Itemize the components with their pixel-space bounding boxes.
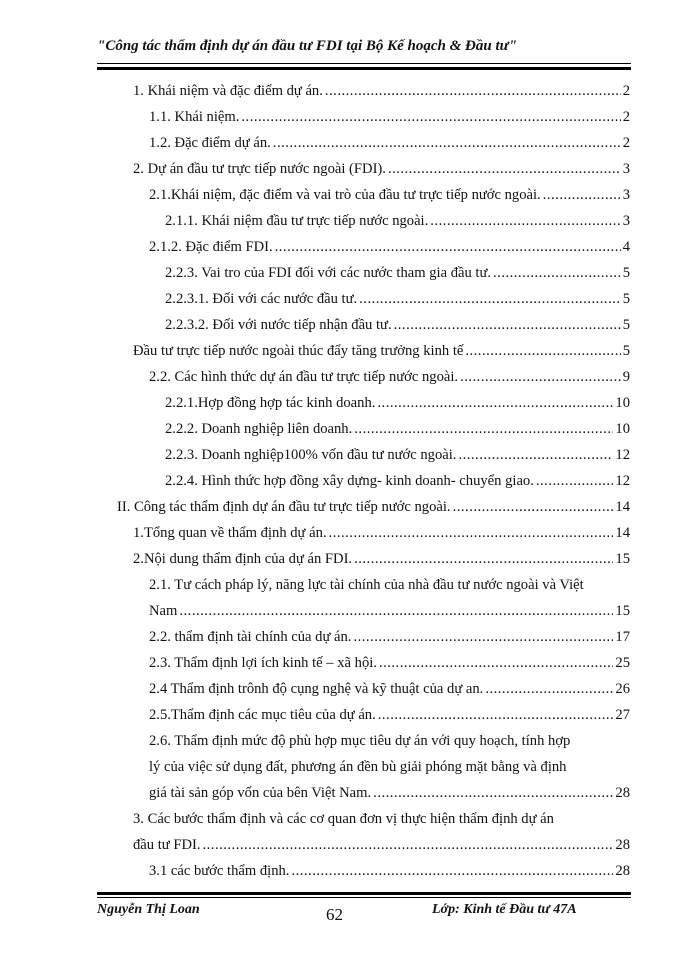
- toc-entry-text: 1. Khái niệm và đặc điểm dự án.: [133, 83, 323, 99]
- toc-entry: [0, 156, 700, 182]
- toc-entry: [0, 338, 700, 364]
- toc-page-number: 5: [622, 265, 630, 281]
- toc-leader-dots: [325, 78, 621, 104]
- toc-entry-text: 2.2.1.Hợp đồng hợp tác kinh doanh.: [165, 395, 376, 411]
- toc-page-number: 27: [615, 707, 630, 723]
- toc-page-number: 10: [615, 421, 630, 437]
- footer-rule-thin: [97, 897, 631, 898]
- toc-entry-text: 1.2. Đặc điểm dự án.: [149, 135, 271, 151]
- toc-entry: [0, 858, 700, 884]
- footer-page-number: 62: [326, 905, 343, 924]
- toc-entry: [0, 468, 700, 494]
- toc-entry: [0, 494, 700, 520]
- toc-entry-text: 2.2. Các hình thức dự án đầu tư trực tiếp nước ngoài.: [149, 369, 459, 385]
- footer-author: Nguyễn Thị Loan: [97, 902, 200, 917]
- toc-entry: [0, 520, 700, 546]
- toc-entry-text: 2.Nội dung thẩm định của dự án FDI.: [133, 551, 353, 567]
- toc-page-number: 12: [615, 473, 630, 489]
- toc-entry-line: [0, 728, 700, 754]
- toc-leader-dots: [493, 260, 621, 286]
- toc-leader-dots: [354, 416, 613, 442]
- toc-leader-dots: [379, 650, 613, 676]
- toc-entry-text: đầu tư FDI.: [133, 837, 201, 853]
- toc-page-number: 5: [622, 343, 630, 359]
- toc-entry-text: 1.Tổng quan về thẩm định dự án.: [133, 525, 327, 541]
- toc-entry: [0, 780, 700, 806]
- toc-entry-text: lý của việc sử dụng đất, phương án đền bù giải phóng mặt bằng và định: [149, 759, 567, 775]
- toc-entry-text: 2.2.2. Doanh nghiệp liên doanh.: [165, 421, 353, 437]
- toc-entry: [0, 286, 700, 312]
- toc-leader-dots: [465, 338, 620, 364]
- toc-entry: [0, 702, 700, 728]
- toc-entry: [0, 364, 700, 390]
- header-title: "Công tác thẩm định dự án đầu tư FDI tại Bộ Kế hoạch & Đầu tư": [97, 38, 517, 54]
- toc-entry-text: 2.2.3. Doanh nghiệp100% vốn đầu tư nước ngoài.: [165, 447, 457, 463]
- toc-page-number: 15: [615, 551, 630, 567]
- toc-page-number: 14: [615, 525, 630, 541]
- toc-page-number: 28: [615, 837, 630, 853]
- toc-entry: [0, 546, 700, 572]
- toc-leader-dots: [388, 156, 621, 182]
- toc-entry: [0, 182, 700, 208]
- toc-entry: [0, 832, 700, 858]
- toc-leader-dots: [203, 832, 614, 858]
- toc-entry: [0, 312, 700, 338]
- toc-leader-dots: [453, 494, 614, 520]
- toc-entry-text: 2.2.3.2. Đối với nước tiếp nhận đầu tư.: [165, 317, 392, 333]
- toc-entry-text: Nam: [149, 603, 178, 619]
- toc-entry-text: II. Công tác thẩm định dự án đầu tư trực tiếp nước ngoài.: [117, 499, 451, 515]
- toc-entry-text: 2.1.Khái niệm, đặc điểm và vai trò của đầu tư trực tiếp nước ngoài.: [149, 187, 541, 203]
- toc-leader-dots: [485, 676, 613, 702]
- toc-entry: [0, 234, 700, 260]
- toc-entry: [0, 650, 700, 676]
- toc-entry-text: 2.1. Tư cách pháp lý, năng lực tài chính của nhà đầu tư nước ngoài và Việt: [149, 577, 584, 593]
- table-of-contents: [0, 78, 700, 884]
- toc-entry-text: 2.2.3.1. Đối với các nước đầu tư.: [165, 291, 358, 307]
- toc-page-number: 5: [622, 317, 630, 333]
- toc-entry-text: 3.1 các bước thẩm định.: [149, 863, 290, 879]
- toc-entry: [0, 260, 700, 286]
- toc-leader-dots: [354, 546, 613, 572]
- toc-entry: [0, 598, 700, 624]
- toc-page-number: 4: [622, 239, 630, 255]
- toc-leader-dots: [241, 104, 620, 130]
- toc-leader-dots: [460, 364, 621, 390]
- toc-entry-text: giá tài sản góp vốn của bên Việt Nam.: [149, 785, 372, 801]
- toc-page-number: 3: [622, 161, 630, 177]
- toc-entry: [0, 78, 700, 104]
- toc-entry-text: 1.1. Khái niệm.: [149, 109, 240, 125]
- toc-entry-text: 2.2. thẩm định tài chính của dự án.: [149, 629, 352, 645]
- header-rule-thick: [97, 67, 631, 70]
- toc-entry-text: 2.1.1. Khái niệm đầu tư trực tiếp nước ngoài.: [165, 213, 429, 229]
- toc-entry: [0, 624, 700, 650]
- toc-entry-text: 2.4 Thẩm định trônh độ cụng nghệ và kỹ thuật của dự an.: [149, 681, 484, 697]
- toc-leader-dots: [329, 520, 614, 546]
- toc-entry: [0, 676, 700, 702]
- toc-entry: [0, 104, 700, 130]
- toc-leader-dots: [543, 182, 621, 208]
- toc-leader-dots: [458, 442, 613, 468]
- toc-page-number: 3: [622, 213, 630, 229]
- toc-page-number: 14: [615, 499, 630, 515]
- toc-entry-text: 2.6. Thẩm định mức độ phù hợp mục tiêu dự án với quy hoạch, tính hợp: [149, 733, 571, 749]
- toc-leader-dots: [273, 130, 621, 156]
- toc-leader-dots: [394, 312, 621, 338]
- toc-entry-line: [0, 754, 700, 780]
- toc-entry-text: 2.3. Thẩm định lợi ích kinh tế – xã hội.: [149, 655, 377, 671]
- toc-entry-text: 2.5.Thẩm định các mục tiêu của dự án.: [149, 707, 376, 723]
- toc-leader-dots: [536, 468, 614, 494]
- toc-entry: [0, 390, 700, 416]
- header-rule-thin: [97, 63, 631, 64]
- toc-leader-dots: [378, 702, 614, 728]
- toc-entry: [0, 416, 700, 442]
- toc-entry: [0, 208, 700, 234]
- toc-entry-text: 2.2.4. Hình thức hợp đồng xây dựng- kinh doanh- chuyển giao.: [165, 473, 534, 489]
- toc-page-number: 9: [622, 369, 630, 385]
- toc-entry: [0, 442, 700, 468]
- toc-leader-dots: [377, 390, 613, 416]
- toc-leader-dots: [275, 234, 621, 260]
- toc-page-number: 5: [622, 291, 630, 307]
- toc-page-number: 2: [622, 135, 630, 151]
- toc-entry-line: [0, 806, 700, 832]
- toc-page-number: 26: [615, 681, 630, 697]
- footer-class-label: Lớp: Kinh tế Đầu tư 47A: [432, 902, 577, 917]
- toc-entry-text: 3. Các bước thẩm định và các cơ quan đơn vị thực hiện thẩm định dự án: [133, 811, 554, 827]
- toc-page-number: 28: [615, 785, 630, 801]
- toc-leader-dots: [179, 598, 613, 624]
- toc-entry-line: [0, 572, 700, 598]
- toc-page-number: 15: [615, 603, 630, 619]
- toc-entry-text: 2.2.3. Vai tro của FDI đối với các nước tham gia đầu tư.: [165, 265, 492, 281]
- toc-entry-text: Đầu tư trực tiếp nước ngoài thúc đẩy tăng trưởng kinh tế: [133, 343, 464, 359]
- toc-page-number: 2: [622, 109, 630, 125]
- toc-page-number: 17: [615, 629, 630, 645]
- toc-page-number: 12: [615, 447, 630, 463]
- toc-entry-text: 2. Dự án đầu tư trực tiếp nước ngoài (FDI).: [133, 161, 386, 177]
- toc-page-number: 2: [622, 83, 630, 99]
- toc-entry-text: 2.1.2. Đặc điểm FDI.: [149, 239, 273, 255]
- toc-leader-dots: [353, 624, 613, 650]
- toc-leader-dots: [291, 858, 613, 884]
- toc-page-number: 10: [615, 395, 630, 411]
- toc-page-number: 28: [615, 863, 630, 879]
- toc-page-number: 25: [615, 655, 630, 671]
- toc-leader-dots: [373, 780, 613, 806]
- toc-leader-dots: [359, 286, 621, 312]
- toc-page-number: 3: [622, 187, 630, 203]
- footer-rule-thick: [97, 892, 631, 895]
- toc-leader-dots: [430, 208, 620, 234]
- toc-entry: [0, 130, 700, 156]
